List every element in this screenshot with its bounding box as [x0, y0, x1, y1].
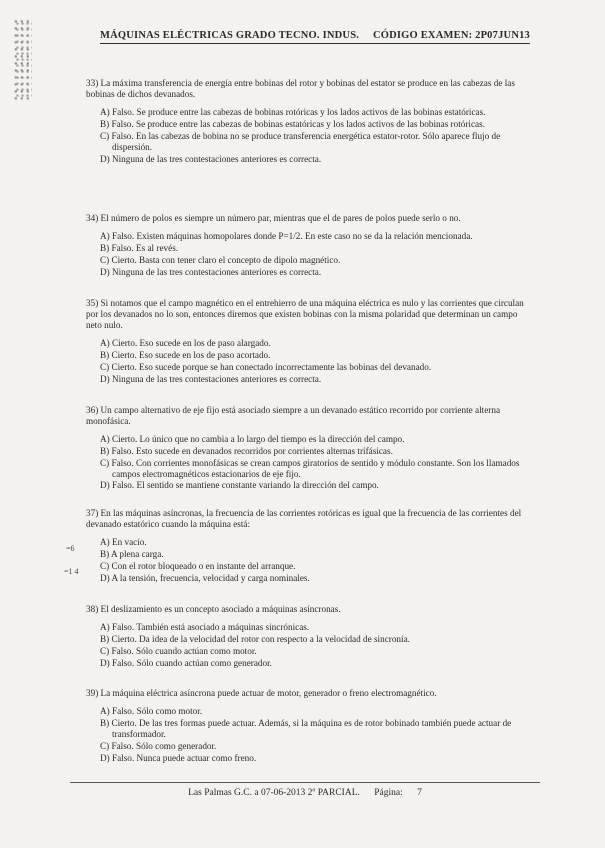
page-footer [70, 782, 540, 798]
option-b: B) Falso. Se produce entre las cabezas de bobinas estatóricas y los lados activos de las bobinas rotóricas. [100, 119, 486, 129]
question-stem: 34) El número de polos es siempre un número par, mientras que el de pares de polos puede serlo o no. [86, 213, 461, 223]
option-c: C) Falso. En las cabezas de bobina no se produce transferencia energética estator-rotor. Sólo aparece flujo de dispersión. [100, 131, 501, 152]
option-c: C) Falso. Con corrientes monofásicas se crean campos giratorios de sentido y módulo constante. Son los llamados campos electromagnéticos estacionarios de eje fijo. [100, 458, 520, 479]
exam-code: CÓDIGO EXAMEN: 2P07JUN13 [372, 30, 530, 41]
option-d: D) Ninguna de las tres contestaciones anteriores es correcta. [100, 374, 322, 384]
question-35 [86, 298, 526, 386]
footer-place-date: Las Palmas G.C. a 07-06-2013 2º PARCIAL. [188, 788, 360, 798]
margin-mark: =1 4 [64, 567, 79, 576]
question-39 [86, 688, 526, 765]
question-stem: 33) La máxima transferencia de energía entre bobinas del rotor y bobinas del estator se produce en las cabezas de las bobinas de dichos devanados. [86, 78, 515, 99]
option-c: C) Falso. Sólo cuando actúan como motor. [100, 646, 257, 656]
option-b: B) Falso. Esto sucede en devanados recorridos por corrientes alternas trifásicas. [100, 446, 393, 456]
option-d: D) Falso. El sentido se mantiene constante variando la dirección del campo. [100, 480, 379, 490]
question-stem: 36) Un campo alternativo de eje fijo está asociado siempre a un devanado estático recorrido por corriente alterna monofásica. [86, 405, 501, 426]
option-a: A) Cierto. Lo único que no cambia a lo largo del tiempo es la dirección del campo. [100, 434, 405, 444]
option-b: B) Falso. Es al revés. [100, 243, 179, 253]
option-c: C) Con el rotor bloqueado o en instante del arranque. [100, 561, 296, 571]
option-c: C) Cierto. Eso sucede porque se han conectado incorrectamente las bobinas del devanado. [100, 362, 432, 372]
option-b: B) A plena carga. [100, 549, 164, 559]
option-a: A) Cierto. Eso sucede en los de paso alargado. [100, 338, 271, 348]
option-d: D) Ninguna de las tres contestaciones anteriores es correcta. [100, 154, 322, 164]
option-a: A) Falso. Se produce entre las cabezas de bobinas rotóricas y los lados activos de las bobinas estatóricas. [100, 107, 486, 117]
option-a: A) En vacío. [100, 537, 147, 547]
option-b: B) Cierto. Eso sucede en los de paso acortado. [100, 350, 271, 360]
question-stem: 35) Si notamos que el campo magnético en el entrehierro de una máquina eléctrica es nulo y las corrientes que circulan por los devanados no lo son, entonces diremos que existen bobinas con la misma polaridad que determinan un campo neto nulo. [86, 298, 524, 330]
question-34 [86, 213, 526, 279]
option-b: B) Cierto. Da idea de la velocidad del rotor con respecto a la velocidad de sincronía. [100, 634, 410, 644]
question-36 [86, 405, 526, 492]
option-d: D) Falso. Sólo cuando actúan como generador. [100, 658, 272, 668]
option-a: A) Falso. También está asociado a máquinas sincrónicas. [100, 622, 310, 632]
course-title: MÁQUINAS ELÉCTRICAS GRADO TECNO. INDUS. [100, 30, 360, 41]
question-stem: 39) La máquina eléctrica asíncrona puede actuar de motor, generador o freno electromagnético. [86, 688, 437, 698]
margin-mark: =6 [66, 544, 75, 553]
question-stem: 37) En las máquinas asíncronas, la frecuencia de las corrientes rotóricas es igual que la frecuencia de las corrientes del devanado estatórico cuando la máquina está: [86, 508, 522, 529]
option-c: C) Cierto. Basta con tener claro el concepto de dipolo magnético. [100, 255, 341, 265]
option-a: A) Falso. Sólo como motor. [100, 706, 203, 716]
question-38 [86, 604, 526, 670]
footer-page-number: 7 [417, 788, 422, 798]
question-37 [86, 508, 526, 585]
scan-speckle [14, 20, 32, 100]
footer-page-label: Página: [374, 788, 403, 798]
page-header [100, 30, 530, 44]
option-d: D) Falso. Nunca puede actuar como freno. [100, 753, 257, 763]
option-a: A) Falso. Existen máquinas homopolares donde P=1/2. En este caso no se da la relación mencionada. [100, 231, 473, 241]
option-d: D) A la tensión, frecuencia, velocidad y carga nominales. [100, 573, 310, 583]
option-c: C) Falso. Sólo como generador. [100, 741, 217, 751]
question-33 [86, 78, 526, 166]
question-stem: 38) El deslizamiento es un concepto asociado a máquinas asíncronas. [86, 604, 341, 614]
option-d: D) Ninguna de las tres contestaciones anteriores es correcta. [100, 267, 322, 277]
option-b: B) Cierto. De las tres formas puede actuar. Además, si la máquina es de rotor bobinado también puede actuar de transformador. [100, 718, 512, 739]
